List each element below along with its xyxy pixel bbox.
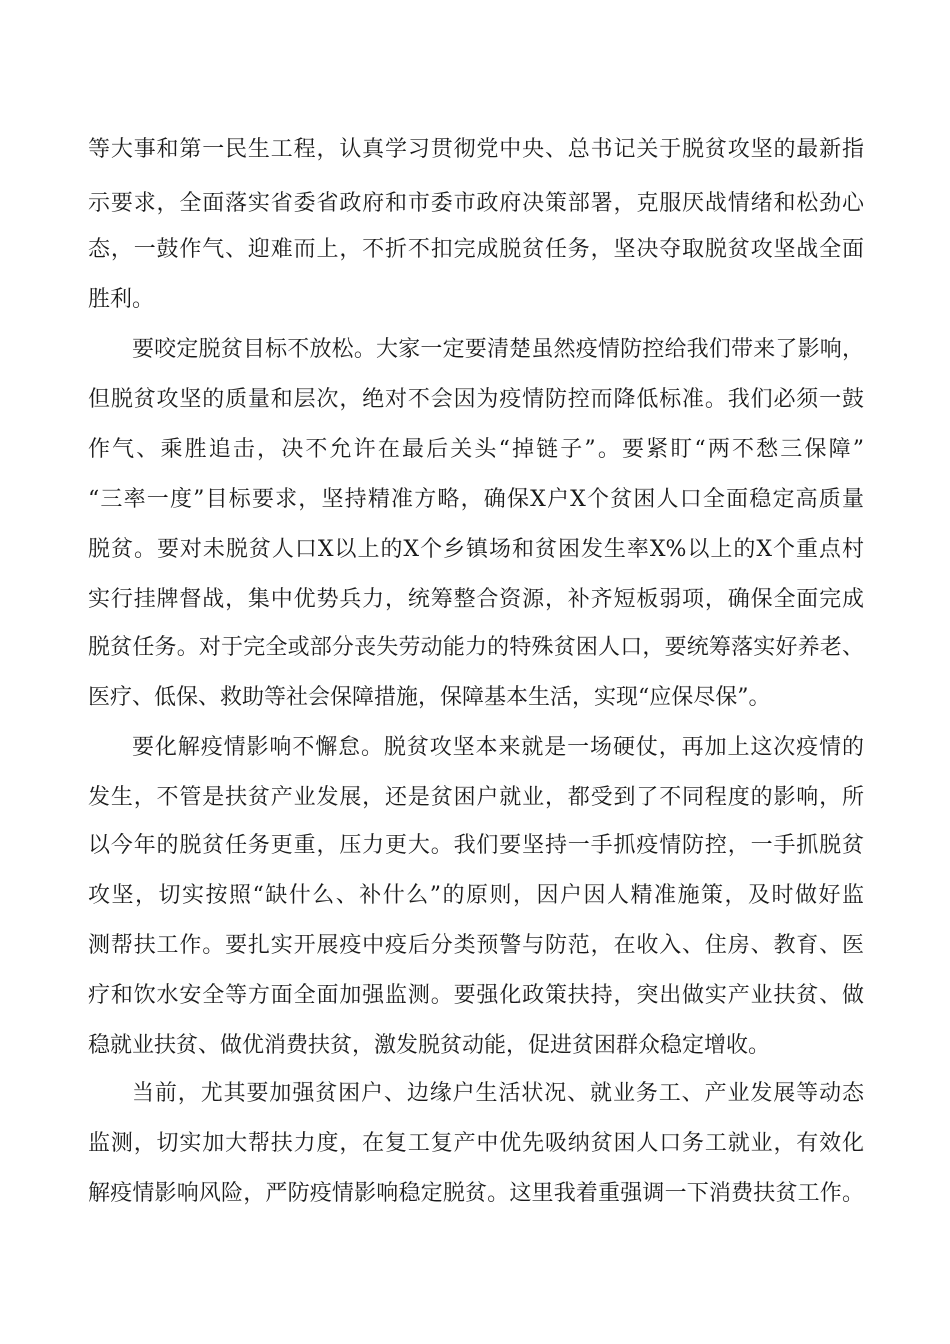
text-line: 示要求，全面落实省委省政府和市委市政府决策部署，克服厌战情绪和松劲心 xyxy=(88,191,864,216)
text-line: “三率一度”目标要求，坚持精准方略，确保X户X个贫困人口全面稳定高质量 xyxy=(88,487,864,512)
text-line: 以今年的脱贫任务更重，压力更大。我们要坚持一手抓疫情防控，一手抓脱贫 xyxy=(88,833,864,858)
text-line: 等大事和第一民生工程，认真学习贯彻党中央、总书记关于脱贫攻坚的最新指 xyxy=(88,137,864,162)
text-line: 疗和饮水安全等方面全面加强监测。要强化政策扶持，突出做实产业扶贫、做 xyxy=(88,983,864,1008)
text-line: 攻坚，切实按照“缺什么、补什么”的原则，因户因人精准施策，及时做好监 xyxy=(88,883,864,908)
paragraph-first-line: 要化解疫情影响不懈怠。脱贫攻坚本来就是一场硬仗，再加上这次疫情的 xyxy=(132,735,864,760)
paragraph-first-line: 当前，尤其要加强贫困户、边缘户生活状况、就业务工、产业发展等动态 xyxy=(132,1081,864,1106)
text-line: 解疫情影响风险，严防疫情影响稳定脱贫。这里我着重强调一下消费扶贫工作。 xyxy=(88,1181,864,1206)
text-line: 稳就业扶贫、做优消费扶贫，激发脱贫动能，促进贫困群众稳定增收。 xyxy=(88,1033,771,1058)
text-line: 但脱贫攻坚的质量和层次，绝对不会因为疫情防控而降低标准。我们必须一鼓 xyxy=(88,387,864,412)
paragraph-first-line: 要咬定脱贫目标不放松。大家一定要清楚虽然疫情防控给我们带来了影响， xyxy=(132,337,864,362)
text-line: 发生，不管是扶贫产业发展，还是贫困户就业，都受到了不同程度的影响，所 xyxy=(88,785,864,810)
text-line: 脱贫任务。对于完全或部分丧失劳动能力的特殊贫困人口，要统筹落实好养老、 xyxy=(88,635,864,660)
text-line: 监测，切实加大帮扶力度，在复工复产中优先吸纳贫困人口务工就业，有效化 xyxy=(88,1131,864,1156)
text-line: 态，一鼓作气、迎难而上，不折不扣完成脱贫任务，坚决夺取脱贫攻坚战全面 xyxy=(88,237,864,262)
text-line: 作气、乘胜追击，决不允许在最后关头“掉链子”。要紧盯“两不愁三保障” xyxy=(88,437,864,462)
text-line: 胜利。 xyxy=(88,287,155,312)
text-line: 脱贫。要对未脱贫人口X以上的X个乡镇场和贫困发生率X%以上的X个重点村 xyxy=(88,537,864,562)
text-line: 实行挂牌督战，集中优势兵力，统筹整合资源，补齐短板弱项，确保全面完成 xyxy=(88,587,864,612)
text-line: 测帮扶工作。要扎实开展疫中疫后分类预警与防范，在收入、住房、教育、医 xyxy=(88,933,864,958)
text-line: 医疗、低保、救助等社会保障措施，保障基本生活，实现“应保尽保”。 xyxy=(88,685,771,710)
